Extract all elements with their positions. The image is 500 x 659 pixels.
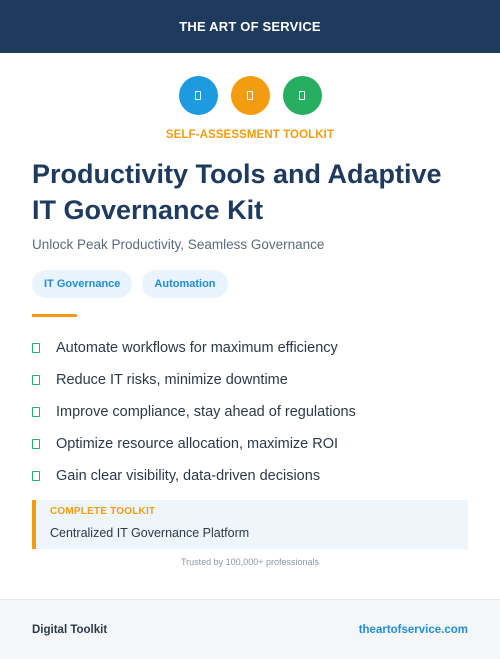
icon-row bbox=[0, 76, 500, 115]
accent-divider bbox=[32, 314, 77, 317]
document-icon bbox=[179, 76, 218, 115]
website-link[interactable]: theartofservice.com bbox=[358, 623, 468, 636]
brand-name: THE ART OF SERVICE bbox=[179, 19, 321, 34]
list-item bbox=[32, 460, 472, 492]
list-item bbox=[32, 428, 472, 460]
title-line-1: Productivity Tools and Adaptive bbox=[32, 159, 442, 189]
header-bar bbox=[0, 0, 500, 53]
toolkit-callout bbox=[32, 500, 468, 549]
check-icon bbox=[32, 471, 40, 481]
title-line-2: IT Governance Kit bbox=[32, 195, 264, 225]
page-title bbox=[32, 156, 472, 228]
feature-text: Improve compliance, stay ahead of regulations bbox=[56, 404, 356, 420]
document-icon bbox=[231, 76, 270, 115]
tag-it-governance[interactable]: IT Governance bbox=[32, 270, 132, 298]
callout-label: COMPLETE TOOLKIT bbox=[50, 506, 156, 517]
eyebrow-label: SELF-ASSESSMENT TOOLKIT bbox=[165, 129, 335, 141]
feature-text: Gain clear visibility, data-driven decisions bbox=[56, 468, 321, 484]
feature-text: Reduce IT risks, minimize downtime bbox=[56, 372, 288, 388]
list-item bbox=[32, 332, 472, 364]
footer-label: Digital Toolkit bbox=[32, 623, 108, 636]
check-icon bbox=[32, 375, 40, 385]
feature-text: Optimize resource allocation, maximize ROI bbox=[56, 436, 339, 452]
callout-text: Centralized IT Governance Platform bbox=[50, 526, 250, 540]
check-icon bbox=[32, 343, 40, 353]
tag-list bbox=[32, 270, 228, 298]
document-icon bbox=[283, 76, 322, 115]
subtitle: Unlock Peak Productivity, Seamless Governance bbox=[32, 237, 325, 252]
list-item bbox=[32, 396, 472, 428]
footer bbox=[0, 599, 500, 659]
check-icon bbox=[32, 407, 40, 417]
list-item bbox=[32, 364, 472, 396]
trust-note: Trusted by 100,000+ professionals bbox=[180, 557, 319, 567]
feature-text: Automate workflows for maximum efficiency bbox=[56, 340, 338, 356]
tag-automation[interactable]: Automation bbox=[142, 270, 227, 298]
feature-list bbox=[32, 332, 472, 492]
check-icon bbox=[32, 439, 40, 449]
